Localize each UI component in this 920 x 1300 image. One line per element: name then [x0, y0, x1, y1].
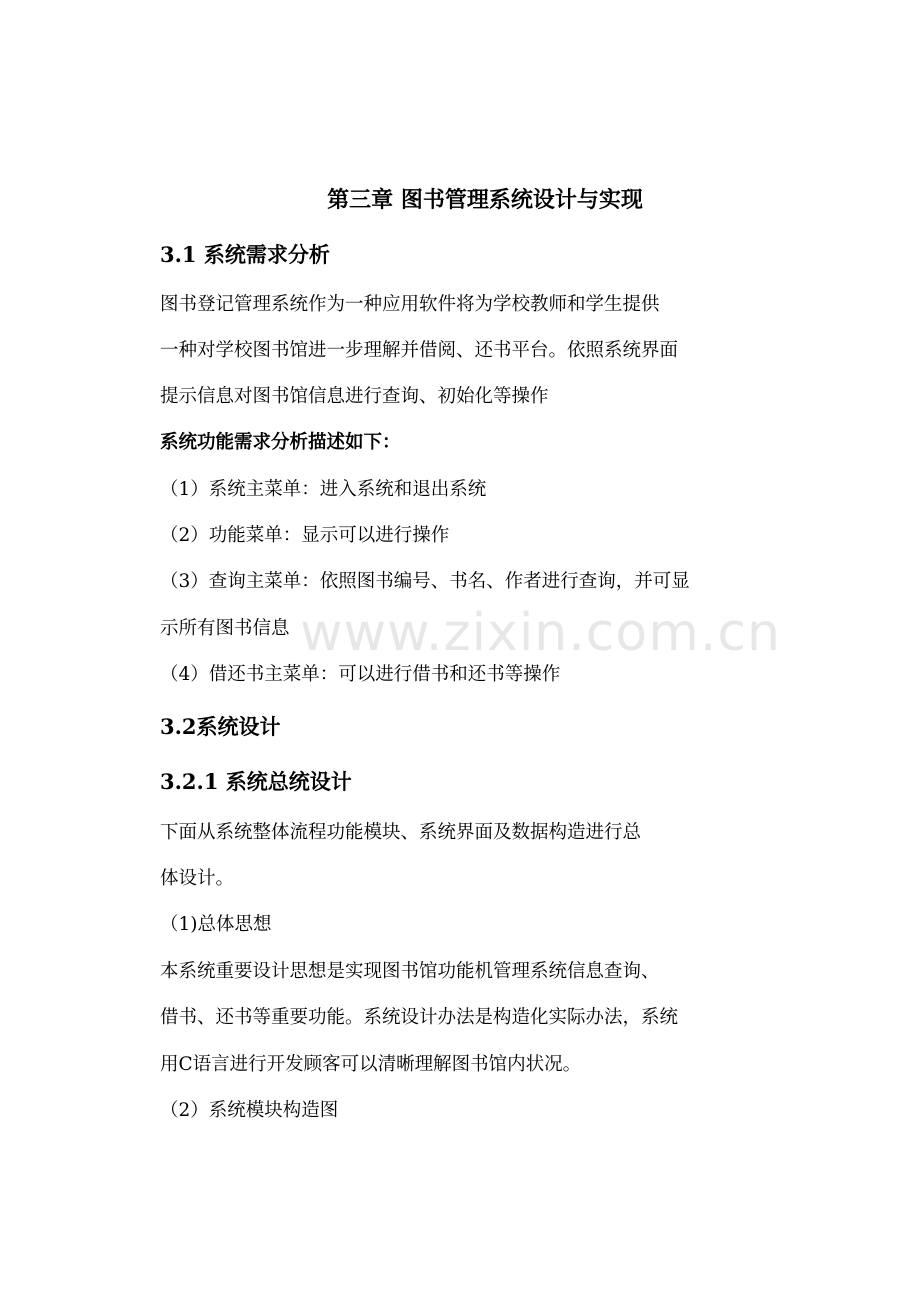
paragraph-line: 图书登记管理系统作为一种应用软件将为学校教师和学生提供: [160, 294, 660, 315]
list-item: （1）系统主菜单：进入系统和退出系统: [160, 479, 487, 500]
paragraph-line: 一种对学校图书馆进一步理解并借阅、还书平台。依照系统界面: [160, 340, 679, 361]
chapter-title: 第三章 图书管理系统设计与实现: [327, 187, 643, 213]
requirements-subheading: 系统功能需求分析描述如下：: [160, 432, 401, 453]
paragraph-line: 下面从系统整体流程功能模块、系统界面及数据构造进行总: [160, 822, 642, 843]
paragraph-line: 提示信息对图书馆信息进行查询、初始化等操作: [160, 386, 549, 407]
list-item: 示所有图书信息: [160, 618, 290, 639]
watermark: www.zixin.com.cn: [300, 603, 781, 663]
list-item: （2）功能菜单：显示可以进行操作: [160, 525, 450, 546]
paragraph-line: 体设计。: [160, 868, 235, 889]
list-item: （3）查询主菜单：依照图书编号、书名、作者进行查询，并可显: [160, 571, 690, 592]
section-heading-3-1: 3.1 系统需求分析: [160, 242, 330, 267]
paragraph-line: 本系统重要设计思想是实现图书馆功能机管理系统信息查询、: [160, 961, 660, 982]
subsection-title: （1)总体思想: [160, 914, 272, 935]
subsection-title: （2）系统模块构造图: [160, 1100, 339, 1121]
paragraph-line: 用C语言进行开发顾客可以清晰理解图书馆内状况。: [160, 1054, 582, 1075]
list-item: （4）借还书主菜单：可以进行借书和还书等操作: [160, 664, 561, 685]
section-heading-3-2-1: 3.2.1 系统总统设计: [160, 769, 352, 794]
paragraph-line: 借书、还书等重要功能。系统设计办法是构造化实际办法，系统: [160, 1007, 679, 1028]
section-heading-3-2: 3.2系统设计: [160, 714, 281, 739]
